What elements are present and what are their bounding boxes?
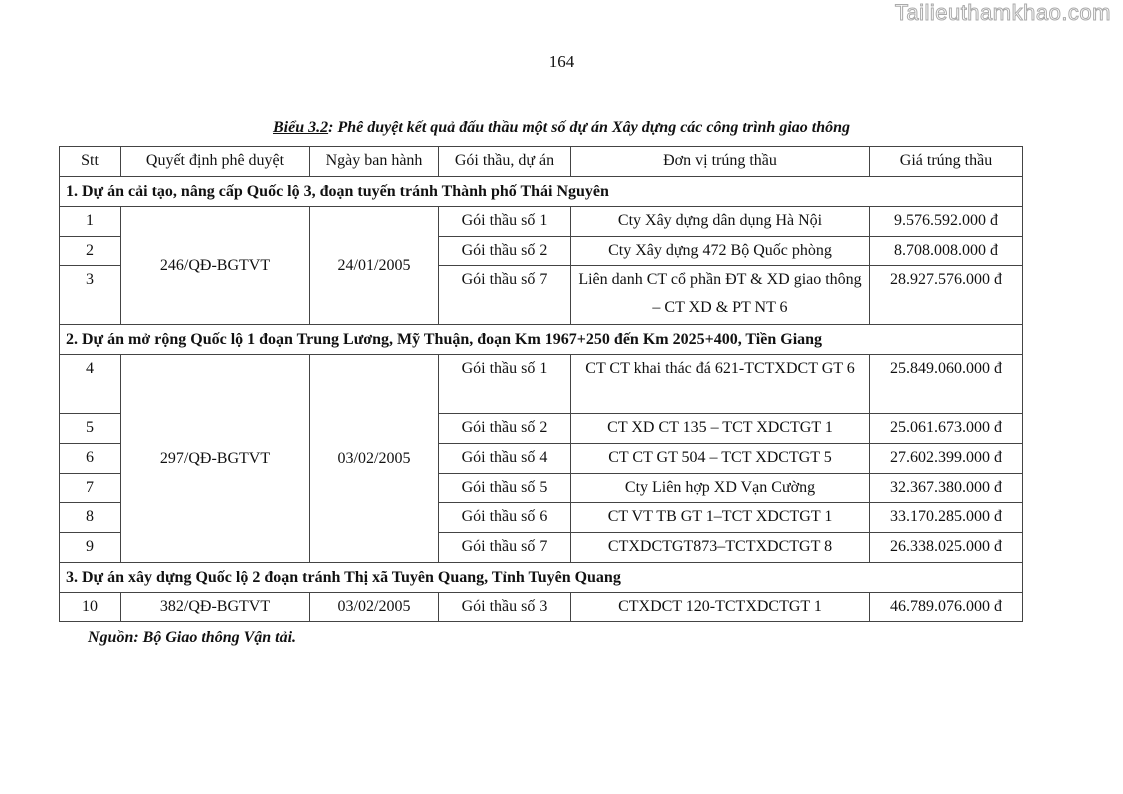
stt-cell: 3 [60, 266, 121, 325]
watermark: Tailieuthamkhao.com [894, 0, 1111, 25]
contractor-cell: Cty Xây dựng 472 Bộ Quốc phòng [571, 237, 870, 266]
table-wrapper [59, 146, 1023, 648]
contractor-cell: CT CT khai thác đá 621-TCTXDCT GT 6 [571, 355, 870, 414]
package-cell: Gói thầu số 4 [439, 444, 571, 474]
caption-label: Biểu 3.2 [272, 119, 329, 136]
stt-cell: 6 [60, 444, 121, 474]
page-number: 164 [548, 52, 575, 71]
decision-cell: 297/QĐ-BGTVT [121, 355, 310, 563]
section-title: 2. Dự án mở rộng Quốc lộ 1 đoạn Trung Lương, Mỹ Thuận, đoạn Km 1967+250 đến Km 2025+400, Tiền Giang [60, 325, 1023, 355]
package-cell: Gói thầu số 5 [439, 474, 571, 503]
header-row [60, 147, 1023, 177]
stt-cell: 2 [60, 237, 121, 266]
table-row [60, 355, 1023, 414]
header-cell: Gói thầu, dự án [439, 147, 571, 177]
stt-cell: 1 [60, 207, 121, 237]
stt-cell: 10 [60, 593, 121, 622]
contractor-cell: Liên danh CT cổ phần ĐT & XD giao thông – CT XD & PT NT 6 [571, 266, 870, 325]
table-row [60, 593, 1023, 622]
header-cell: Đơn vị trúng thầu [571, 147, 870, 177]
contractor-cell: Cty Xây dựng dân dụng Hà Nội [571, 207, 870, 237]
price-cell: 33.170.285.000 đ [870, 503, 1023, 533]
header-cell: Stt [60, 147, 121, 177]
section-row [60, 563, 1023, 593]
price-cell: 25.061.673.000 đ [870, 414, 1023, 444]
price-cell: 46.789.076.000 đ [870, 593, 1023, 622]
package-cell: Gói thầu số 7 [439, 533, 571, 563]
stt-cell: 7 [60, 474, 121, 503]
date-cell: 03/02/2005 [310, 355, 439, 563]
stt-cell: 4 [60, 355, 121, 414]
price-cell: 32.367.380.000 đ [870, 474, 1023, 503]
stt-cell: 8 [60, 503, 121, 533]
contractor-cell: CT CT GT 504 – TCT XDCTGT 5 [571, 444, 870, 474]
stt-cell: 5 [60, 414, 121, 444]
bidding-results-table [59, 146, 1023, 622]
package-cell: Gói thầu số 2 [439, 237, 571, 266]
section-row [60, 325, 1023, 355]
caption-text: : Phê duyệt kết quả đấu thầu một số dự án Xây dựng các công trình giao thông [328, 119, 851, 136]
price-cell: 28.927.576.000 đ [870, 266, 1023, 325]
package-cell: Gói thầu số 7 [439, 266, 571, 325]
package-cell: Gói thầu số 1 [439, 355, 571, 414]
decision-cell: 246/QĐ-BGTVT [121, 207, 310, 325]
date-cell: 24/01/2005 [310, 207, 439, 325]
contractor-cell: CTXDCT 120-TCTXDCTGT 1 [571, 593, 870, 622]
contractor-cell: CT VT TB GT 1–TCT XDCTGT 1 [571, 503, 870, 533]
contractor-cell: CTXDCTGT873–TCTXDCTGT 8 [571, 533, 870, 563]
contractor-cell: CT XD CT 135 – TCT XDCTGT 1 [571, 414, 870, 444]
package-cell: Gói thầu số 1 [439, 207, 571, 237]
package-cell: Gói thầu số 2 [439, 414, 571, 444]
price-cell: 26.338.025.000 đ [870, 533, 1023, 563]
section-row [60, 177, 1023, 207]
table-caption [0, 119, 1123, 137]
header-cell: Ngày ban hành [310, 147, 439, 177]
section-title: 1. Dự án cải tạo, nâng cấp Quốc lộ 3, đoạn tuyến tránh Thành phố Thái Nguyên [60, 177, 1023, 207]
price-cell: 25.849.060.000 đ [870, 355, 1023, 414]
price-cell: 9.576.592.000 đ [870, 207, 1023, 237]
contractor-cell: Cty Liên hợp XD Vạn Cường [571, 474, 870, 503]
package-cell: Gói thầu số 6 [439, 503, 571, 533]
header-cell: Quyết định phê duyệt [121, 147, 310, 177]
price-cell: 27.602.399.000 đ [870, 444, 1023, 474]
package-cell: Gói thầu số 3 [439, 593, 571, 622]
date-cell: 03/02/2005 [310, 593, 439, 622]
price-cell: 8.708.008.000 đ [870, 237, 1023, 266]
table-row [60, 207, 1023, 237]
header-cell: Giá trúng thầu [870, 147, 1023, 177]
source-note: Nguồn: Bộ Giao thông Vận tải. [88, 629, 297, 646]
stt-cell: 9 [60, 533, 121, 563]
decision-cell: 382/QĐ-BGTVT [121, 593, 310, 622]
section-title: 3. Dự án xây dựng Quốc lộ 2 đoạn tránh Thị xã Tuyên Quang, Tỉnh Tuyên Quang [60, 563, 1023, 593]
